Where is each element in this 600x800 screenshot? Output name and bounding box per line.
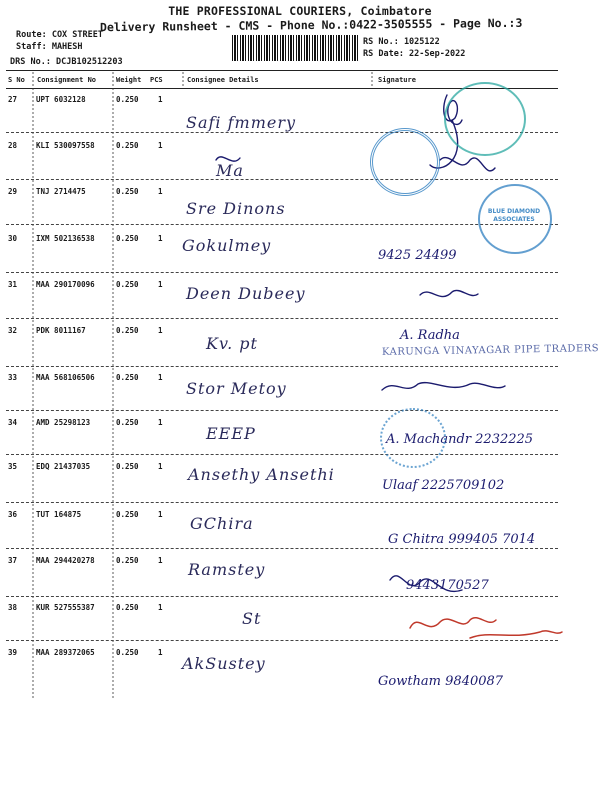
row-pcs: 1 — [158, 187, 163, 196]
row-sno: 31 — [8, 280, 18, 289]
row-sno: 37 — [8, 556, 18, 565]
row-sno: 34 — [8, 418, 18, 427]
row-pcs: 1 — [158, 648, 163, 657]
rs-number: RS No.: 1025122 — [363, 37, 440, 47]
row-consignment: EDQ 21437035 — [36, 462, 91, 471]
col-consignment: Consignment No — [37, 76, 97, 84]
rs-date: RS Date: 22-Sep-2022 — [363, 49, 466, 59]
row-pcs: 1 — [158, 280, 163, 289]
stamp-blue-round — [370, 128, 440, 196]
row-pcs: 1 — [158, 141, 163, 150]
row-sno: 30 — [8, 234, 18, 243]
signature-text: A. Radha — [400, 328, 460, 343]
row-pcs: 1 — [158, 373, 163, 382]
row-weight: 0.250 — [116, 373, 139, 382]
row-pcs: 1 — [158, 418, 163, 427]
row-weight: 0.250 — [116, 603, 139, 612]
consignee-name: AkSustey — [182, 654, 266, 673]
consignee-name: Gokulmey — [182, 236, 272, 255]
row-weight: 0.250 — [116, 418, 139, 427]
col-pcs: PCS — [150, 76, 163, 84]
signature-text: G Chitra 999405 7014 — [388, 532, 536, 547]
signature-text: 9443170527 — [406, 578, 489, 593]
row-weight: 0.250 — [116, 280, 139, 289]
signature-text: Gowtham 9840087 — [378, 674, 504, 689]
signature-text: A. Machandr 2232225 — [386, 432, 534, 447]
row-sno: 29 — [8, 187, 18, 196]
col-signature: Signature — [378, 76, 416, 84]
row-pcs: 1 — [158, 462, 163, 471]
route-label: Route: COX STREET — [16, 30, 103, 40]
consignee-name: Ramstey — [188, 560, 266, 579]
consignee-name: Ma — [216, 161, 244, 180]
row-pcs: 1 — [158, 234, 163, 243]
col-consignee-details: Consignee Details — [187, 76, 259, 84]
row-consignment: KUR 527555387 — [36, 603, 95, 612]
consignee-name: GChira — [190, 514, 254, 533]
row-sno: 27 — [8, 95, 18, 104]
consignee-name: Ansethy Ansethi — [188, 465, 335, 484]
row-sno: 32 — [8, 326, 18, 335]
consignee-name: EEEP — [206, 424, 256, 443]
row-weight: 0.250 — [116, 510, 139, 519]
consignee-name: Sre Dinons — [186, 199, 286, 218]
row-sno: 28 — [8, 141, 18, 150]
company-title: THE PROFESSIONAL COURIERS, Coimbatore — [168, 4, 432, 18]
row-weight: 0.250 — [116, 326, 139, 335]
row-consignment: KLI 530097558 — [36, 141, 95, 150]
signature-text: 9425 24499 — [378, 248, 457, 263]
runsheet-subtitle: Delivery Runsheet - CMS - Phone No.:0422-3505555 - Page No.:3 — [99, 15, 523, 35]
row-consignment: MAA 294420278 — [36, 556, 95, 565]
consignee-name: St — [242, 609, 262, 628]
row-sno: 33 — [8, 373, 18, 382]
consignee-name: Safi fmmery — [186, 113, 297, 132]
row-weight: 0.250 — [116, 95, 139, 104]
col-weight: Weight — [116, 76, 142, 84]
consignee-name: Kv. pt — [206, 334, 258, 353]
stamp-karunga-text: KARUNGA VINAYAGAR PIPE TRADERS — [381, 343, 600, 358]
row-consignment: MAA 290170096 — [36, 280, 95, 289]
row-weight: 0.250 — [116, 556, 139, 565]
row-weight: 0.250 — [116, 234, 139, 243]
consignee-name: Stor Metoy — [186, 379, 287, 398]
row-consignment: MAA 568106506 — [36, 373, 95, 382]
row-pcs: 1 — [158, 326, 163, 335]
row-pcs: 1 — [158, 95, 163, 104]
row-weight: 0.250 — [116, 462, 139, 471]
row-sno: 39 — [8, 648, 18, 657]
row-pcs: 1 — [158, 603, 163, 612]
row-pcs: 1 — [158, 556, 163, 565]
row-weight: 0.250 — [116, 187, 139, 196]
row-sno: 35 — [8, 462, 18, 471]
stamp-blue-diamond-text: BLUE DIAMOND ASSOCIATES — [487, 208, 541, 223]
signature-text: Ulaaf 2225709102 — [382, 478, 505, 493]
row-consignment: TNJ 2714475 — [36, 187, 86, 196]
row-weight: 0.250 — [116, 141, 139, 150]
row-sno: 38 — [8, 603, 18, 612]
row-consignment: TUT 164875 — [36, 510, 82, 519]
stamp-teal — [444, 82, 526, 156]
row-pcs: 1 — [158, 510, 163, 519]
consignee-name: Deen Dubeey — [186, 284, 306, 303]
staff-label: Staff: MAHESH — [16, 42, 83, 52]
col-sno: S No — [8, 76, 25, 84]
row-consignment: AMD 25298123 — [36, 418, 91, 427]
row-consignment: PDK 8011167 — [36, 326, 86, 335]
row-consignment: MAA 289372065 — [36, 648, 95, 657]
row-weight: 0.250 — [116, 648, 139, 657]
row-consignment: IXM 502136538 — [36, 234, 95, 243]
drs-number: DRS No.: DCJB102512203 — [10, 57, 123, 67]
row-consignment: UPT 6032128 — [36, 95, 86, 104]
row-sno: 36 — [8, 510, 18, 519]
stamp-faint — [380, 408, 446, 468]
